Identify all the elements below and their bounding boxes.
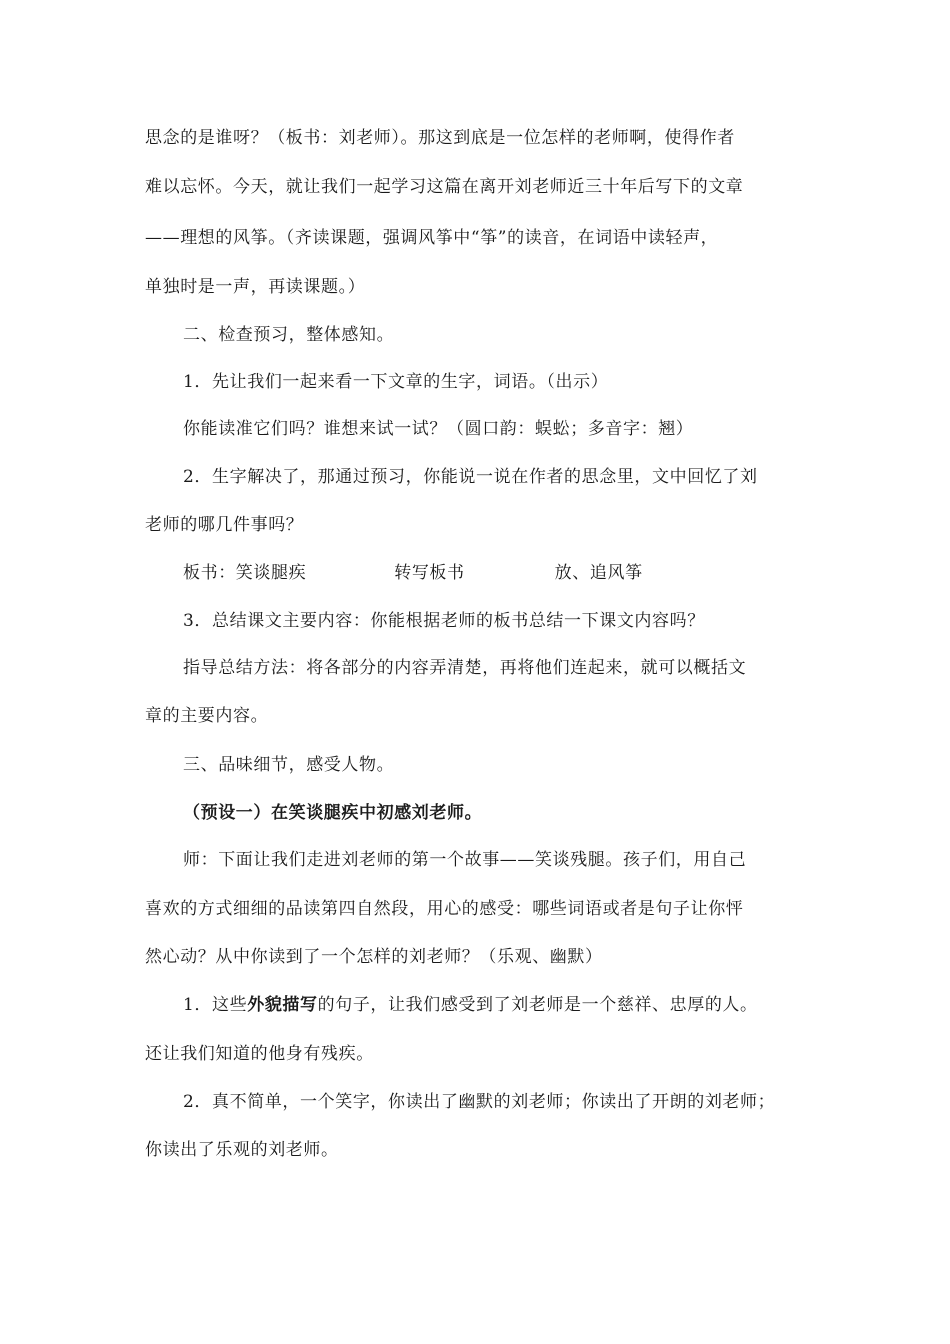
list-item: 3．总结课文主要内容：你能根据老师的板书总结一下课文内容吗？ <box>183 611 705 631</box>
list-item <box>183 993 758 1017</box>
list-item: 1．先让我们一起来看一下文章的生字，词语。（出示） <box>183 372 609 392</box>
paragraph-line: 难以忘怀。今天，就让我们一起学习这篇在离开刘老师近三十年后写下的文章 <box>145 177 744 197</box>
paragraph-line: 指导总结方法：将各部分的内容弄清楚，再将他们连起来，就可以概括文 <box>183 658 747 678</box>
list-item: 2．真不简单，一个笑字，你读出了幽默的刘老师；你读出了开朗的刘老师； <box>183 1092 776 1112</box>
board-note-1: 板书：笑谈腿疾 <box>183 563 307 583</box>
list-item: 2．生字解决了，那通过预习，你能说一说在作者的思念里，文中回忆了刘 <box>183 467 758 487</box>
section-heading: 二、检查预习，整体感知。 <box>183 325 395 345</box>
board-note-2: 转写板书 <box>394 563 465 583</box>
paragraph-line: 章的主要内容。 <box>145 706 269 726</box>
paragraph-line: 然心动？从中你读到了一个怎样的刘老师？（乐观、幽默） <box>145 947 603 967</box>
text-run: 的句子，让我们感受到了刘老师是一个慈祥、忠厚的人。 <box>317 995 758 1015</box>
paragraph-line: 你能读准它们吗？谁想来试一试？（圆口韵：蜈蚣；多音字：翘） <box>183 419 694 439</box>
paragraph-line: ——理想的风筝。（齐读课题，强调风筝中“筝”的读音，在词语中读轻声， <box>145 228 719 248</box>
paragraph-line: 老师的哪几件事吗？ <box>145 515 304 535</box>
bold-phrase: 外貌描写 <box>247 995 318 1015</box>
paragraph-line: 师：下面让我们走进刘老师的第一个故事——笑谈残腿。孩子们，用自己 <box>183 850 747 870</box>
board-note-3: 放、追风筝 <box>554 563 643 583</box>
paragraph-line: 喜欢的方式细细的品读第四自然段，用心的感受：哪些词语或者是句子让你怦 <box>145 899 744 919</box>
paragraph-line: 还让我们知道的他身有残疾。 <box>145 1044 374 1064</box>
paragraph-line: 思念的是谁呀？（板书：刘老师）。那这到底是一位怎样的老师啊，使得作者 <box>145 128 735 148</box>
paragraph-line: 你读出了乐观的刘老师。 <box>145 1140 339 1160</box>
board-notes <box>183 561 643 585</box>
section-heading: 三、品味细节，感受人物。 <box>183 755 395 775</box>
preset-heading: （预设一）在笑谈腿疾中初感刘老师。 <box>183 803 483 823</box>
paragraph-line: 单独时是一声，再读课题。） <box>145 277 366 297</box>
text-run: 1．这些 <box>183 995 248 1015</box>
